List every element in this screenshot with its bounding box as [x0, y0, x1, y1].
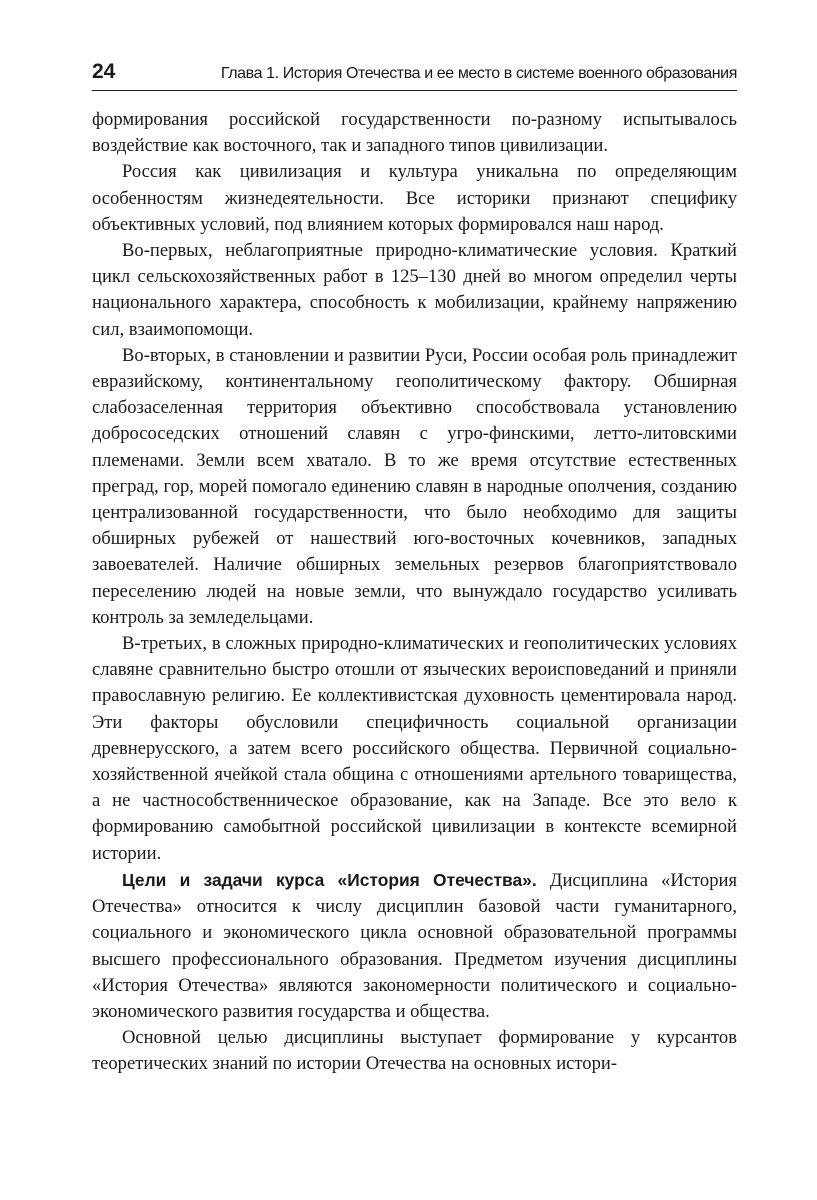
book-page [92, 60, 737, 1078]
paragraph-6 [92, 867, 737, 1025]
paragraph-3 [92, 238, 737, 343]
paragraph-text: В-третьих, в сложных природно-климатических и геополитических условиях славяне сравнительно быстро отошли от языческих вероисповеданий и приняли православную религию. Ее коллективистская духовность цементировала народ. Эти факторы обусловили специфичность социальной организации древнерусского, а затем всего российского общества. Первичной социально-хозяйственной ячейкой стала община с отношениями артельного товарищества, а не частнособственническое образование, как на Западе. Все это вело к формированию самобытной российской цивилизации в контексте всемирной истории. [92, 633, 737, 864]
section-lead-heading: Цели и задачи курса «История Отечества». [122, 869, 537, 890]
paragraph-4 [92, 343, 737, 631]
page-number: 24 [92, 60, 116, 83]
paragraph-text: Дисциплина «История Отечества» относится к числу дисциплин базовой части гуманитарного, социального и экономического цикла основной образовательной программы высшего профессионального образования. Предметом изучения дисциплины «История Отечества» являются закономерности политического и социально-экономического развития государства и общества. [92, 869, 737, 1022]
paragraph-text: Во-вторых, в становлении и развитии Руси, России особая роль принадлежит евразийскому, континентальному геополитическому фактору. Обширная слабозаселенная территория объективно способствовала установлению добрососедских отношений славян с угро-финскими, летто-литовскими племенами. Земли всем хватало. В то же время отсутствие естественных преград, гор, морей помогало единению славян в народные ополчения, созданию централизованной государственности, что было необходимо для защиты обширных рубежей от нашествий юго-восточных кочевников, западных завоевателей. Наличие обширных земельных резервов благоприятствовало переселению людей на новые земли, что вынуждало государство усиливать контроль за земледельцами. [92, 344, 737, 628]
paragraph-text: Основной целью дисциплины выступает формирование у курсантов теоретических знаний по истории Отечества на основных истори- [92, 1027, 737, 1075]
running-head: Глава 1. История Отечества и ее место в системе военного образования [220, 65, 737, 82]
paragraph-text: Во-первых, неблагоприятные природно-климатические условия. Краткий цикл сельскохозяйственных работ в 125–130 дней во многом определил черты национального характера, способность к мобилизации, крайнему напряжению сил, взаимопомощи. [92, 240, 737, 340]
paragraph-text: Россия как цивилизация и культура уникальна по определяющим особенностям жизнедеятельности. Все историки признают специфику объективных условий, под влиянием которых формировался наш народ. [92, 161, 737, 235]
paragraph-5 [92, 631, 737, 867]
paragraph-1 [92, 107, 737, 159]
page-header [92, 60, 737, 91]
paragraph-2 [92, 159, 737, 238]
paragraph-7 [92, 1025, 737, 1077]
paragraph-text: формирования российской государственности по-разному испытывалось воздействие как восточного, так и западного типов цивилизации. [92, 109, 737, 157]
body-text [92, 107, 737, 1078]
